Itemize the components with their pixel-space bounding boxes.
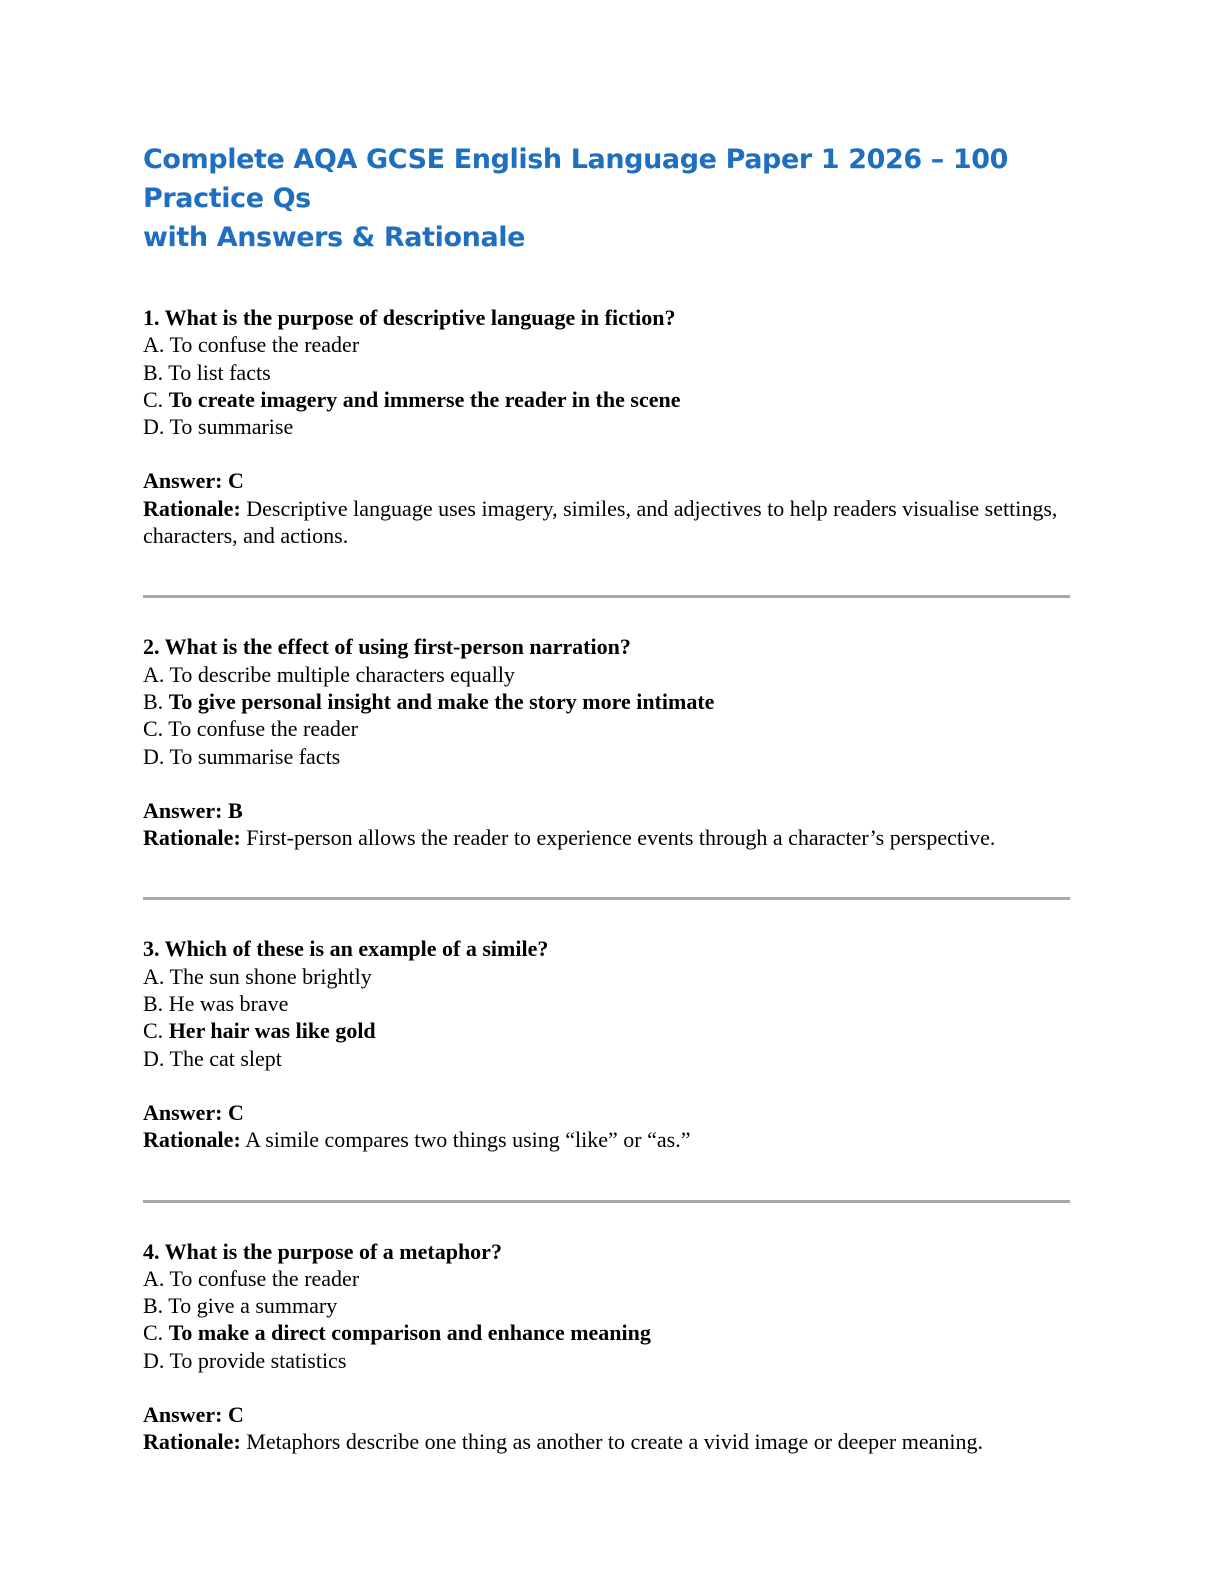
option-text: To provide statistics (169, 1347, 347, 1373)
option-letter: B. (143, 991, 164, 1017)
answer-option (143, 715, 1073, 742)
option-letter: C. (143, 716, 164, 742)
section-divider (143, 1200, 1070, 1203)
option-letter: A. (143, 963, 165, 989)
option-text-correct: Her hair was like gold (168, 1018, 376, 1044)
option-text: To give a summary (168, 1293, 338, 1319)
question-text: 1. What is the purpose of descriptive language in fiction? (143, 305, 676, 330)
title-line-2: with Answers & Rationale (143, 222, 526, 253)
option-text-correct: To make a direct comparison and enhance meaning (168, 1320, 651, 1346)
answer-option (143, 990, 1073, 1017)
answer-option (143, 1017, 1073, 1044)
document-title (143, 140, 1073, 257)
option-letter: B. (143, 359, 164, 385)
spacer (143, 1374, 1073, 1401)
answer-option (143, 359, 1073, 386)
answer-option (143, 1347, 1073, 1374)
answer-option (143, 386, 1073, 413)
rationale-label: Rationale: (143, 825, 241, 851)
rationale-text: Metaphors describe one thing as another to create a vivid image or deeper meaning. (246, 1429, 983, 1455)
rationale-text: First-person allows the reader to experience events through a character’s perspective. (246, 825, 996, 851)
option-text: To summarise (169, 414, 294, 440)
option-letter: C. (143, 386, 164, 412)
questions-list (143, 304, 1073, 1456)
answer-option (143, 1292, 1073, 1319)
option-text: To confuse the reader (169, 1265, 360, 1291)
option-letter: A. (143, 332, 165, 358)
answer-line (143, 1099, 1073, 1126)
answer-line (143, 797, 1073, 824)
option-text: To describe multiple characters equally (169, 661, 515, 687)
option-text: To confuse the reader (169, 332, 360, 358)
spacer (143, 440, 1073, 467)
rationale-label: Rationale: (143, 1127, 241, 1153)
rationale-text: A simile compares two things using “like” or “as.” (245, 1127, 691, 1153)
answer-label: Answer: (143, 797, 223, 823)
answer-line (143, 1401, 1073, 1428)
answer-label: Answer: (143, 468, 223, 494)
answer-label: Answer: (143, 1099, 223, 1125)
rationale-text: Descriptive language uses imagery, similes, and adjectives to help readers visualise settings, characters, and actions. (143, 495, 1058, 549)
question-text: 2. What is the effect of using first-person narration? (143, 634, 631, 660)
answer-option (143, 331, 1073, 358)
option-letter: D. (143, 414, 165, 440)
spacer (143, 770, 1073, 797)
section-divider (143, 897, 1070, 900)
rationale-label: Rationale: (143, 1429, 241, 1455)
answer-label: Answer: (143, 1402, 223, 1428)
answer-option (143, 1319, 1073, 1346)
section-divider (143, 595, 1070, 598)
option-letter: D. (143, 1045, 165, 1071)
option-text: The cat slept (169, 1045, 282, 1071)
rationale-label: Rationale: (143, 495, 241, 521)
rationale-line (143, 824, 1073, 851)
option-letter: C. (143, 1320, 164, 1346)
answer-value: C (227, 1099, 244, 1125)
answer-value: C (227, 1402, 244, 1428)
answer-value: C (227, 468, 244, 494)
rationale-line (143, 495, 1073, 550)
answer-option (143, 413, 1073, 440)
option-text: To summarise facts (169, 743, 341, 769)
answer-option (143, 1045, 1073, 1072)
rationale-line (143, 1428, 1073, 1455)
document-page (143, 140, 1073, 1456)
option-text: To confuse the reader (168, 716, 358, 742)
option-text-correct: To create imagery and immerse the reader in the scene (168, 386, 681, 412)
question-text: 4. What is the purpose of a metaphor? (143, 1238, 502, 1264)
option-letter: A. (143, 1265, 165, 1291)
answer-option (143, 963, 1073, 990)
option-letter: B. (143, 688, 164, 714)
answer-line (143, 467, 1073, 494)
spacer (143, 1072, 1073, 1099)
option-text: He was brave (168, 991, 289, 1017)
question-block (143, 633, 1073, 851)
option-letter: D. (143, 743, 165, 769)
option-letter: D. (143, 1347, 165, 1373)
rationale-line (143, 1126, 1073, 1153)
question-text: 3. Which of these is an example of a simile? (143, 936, 549, 962)
question-block (143, 1238, 1073, 1456)
option-letter: A. (143, 661, 165, 687)
answer-option (143, 688, 1073, 715)
option-text: The sun shone brightly (169, 963, 372, 989)
option-text: To list facts (168, 359, 271, 385)
question-block (143, 304, 1073, 549)
answer-option (143, 743, 1073, 770)
option-letter: C. (143, 1018, 164, 1044)
answer-option (143, 1265, 1073, 1292)
question-block (143, 935, 1073, 1153)
title-line-1: Complete AQA GCSE English Language Paper 1 2026 – 100 Practice Qs (143, 144, 1009, 214)
answer-option (143, 661, 1073, 688)
answer-value: B (227, 797, 243, 823)
option-letter: B. (143, 1293, 164, 1319)
option-text-correct: To give personal insight and make the story more intimate (168, 688, 715, 714)
